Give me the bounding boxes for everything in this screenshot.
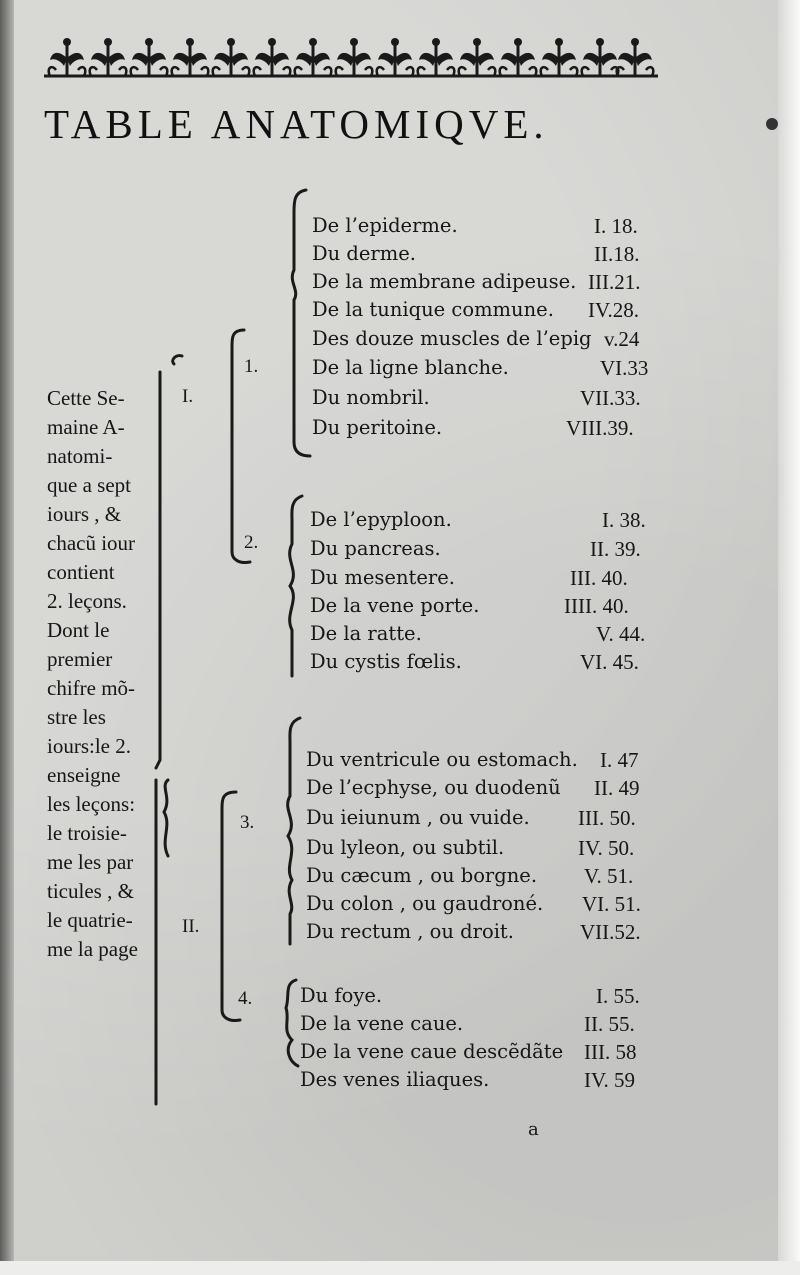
note-line: premier (47, 647, 113, 671)
entry-reference: VI. 51. (582, 892, 641, 916)
note-line: natomi- (47, 444, 113, 468)
entry-reference: III. 58 (584, 1040, 637, 1064)
note-line: le quatrie- (47, 908, 133, 932)
entry-reference: II. 55. (584, 1012, 635, 1036)
entry-reference: III. 40. (570, 566, 628, 590)
lesson-4-brace (286, 980, 298, 1066)
entry-reference: I. 38. (602, 508, 646, 532)
entry-title: Du cæcum , ou borgne. (306, 864, 538, 887)
entry-reference: I. 47 (600, 748, 639, 772)
entry-title: Des venes iliaques. (300, 1068, 490, 1091)
lesson-number: 4. (238, 988, 253, 1009)
entry-reference: VI. 45. (580, 650, 639, 674)
entry-reference: II. 49 (594, 776, 640, 800)
entry-title: Du colon , ou gaudroné. (306, 892, 544, 915)
entry-title: Du foye. (300, 984, 383, 1007)
lesson-number: 3. (240, 812, 255, 833)
entry-title: Du cystis fœlis. (310, 650, 462, 673)
entry-title: De la vene porte. (310, 594, 480, 617)
lesson-2-bracket (290, 496, 302, 676)
entry-title: Du mesentere. (310, 566, 455, 589)
entry-title: Du rectum , ou droit. (306, 920, 514, 943)
lesson-number: 2. (244, 532, 259, 553)
entry-title: De l’epyploon. (310, 508, 452, 531)
entry-reference: I. 18. (594, 214, 638, 238)
entry-reference: v.24 (604, 327, 640, 351)
entry-reference: III. 50. (578, 806, 636, 830)
entry-reference: II. 39. (590, 537, 641, 561)
entry-title: Des douze muscles de l’epig (312, 327, 592, 350)
page-title: TABLE ANATOMIQVE. (44, 101, 549, 147)
entry-title: De l’ecphyse, ou duodenũ (306, 776, 561, 799)
entry-title: Du ieiunum , ou vuide. (306, 806, 530, 829)
entry-reference: V. 44. (596, 622, 646, 646)
entry-title: De la vene caue descẽdãte (300, 1040, 564, 1063)
note-line: stre les (47, 705, 106, 729)
lesson-3-bracket (288, 718, 300, 944)
note-line: maine A- (47, 415, 125, 439)
note-line: me la page (47, 937, 138, 961)
entry-reference: IIII. 40. (564, 594, 629, 618)
entry-title: De la vene caue. (300, 1012, 464, 1035)
lesson-number: 1. (244, 356, 259, 377)
note-line: contient (47, 560, 115, 584)
entry-reference: VI.33 (600, 356, 649, 380)
entry-title: De la ligne blanche. (312, 356, 509, 379)
entry-title: De la ratte. (310, 622, 422, 645)
note-line: iours:le 2. (47, 734, 131, 758)
note-line: iours , & (47, 502, 122, 526)
note-brace (164, 780, 168, 856)
entry-reference: II.18. (594, 242, 640, 266)
entry-title: Du nombril. (312, 386, 430, 409)
note-line: chifre mõ- (47, 676, 136, 700)
note-line: Cette Se- (47, 386, 125, 410)
note-line: que a sept (47, 473, 131, 497)
signature-mark: a (528, 1119, 539, 1140)
day-numeral: I. (182, 386, 194, 407)
entry-reference: IV. 50. (578, 836, 635, 860)
entry-reference: I. 55. (596, 984, 640, 1008)
entry-title: De la membrane adipeuse. (312, 270, 577, 293)
entry-title: Du ventricule ou estomach. (306, 748, 578, 771)
entry-title: Du peritoine. (312, 416, 443, 439)
entry-title: De l’epiderme. (312, 214, 458, 237)
note-line: le troisie- (47, 821, 127, 845)
entry-reference: IV. 59 (584, 1068, 635, 1092)
entry-reference: VIII.39. (566, 416, 634, 440)
week-bracket (156, 356, 182, 1104)
note-line: me les par (47, 850, 134, 874)
entry-title: Du lyleon, ou subtil. (306, 836, 505, 859)
day-numeral: II. (182, 916, 200, 937)
entry-reference: VII.52. (580, 920, 641, 944)
note-line: ticules , & (47, 879, 134, 903)
note-line: les leçons: (47, 792, 136, 816)
entry-title: Du derme. (312, 242, 416, 265)
day-2-bracket (222, 792, 240, 1021)
entry-title: Du pancreas. (310, 537, 441, 560)
note-line: Dont le (47, 618, 110, 642)
entry-reference: III.21. (588, 270, 641, 294)
lesson-1-bracket (292, 190, 310, 456)
entry-reference: V. 51. (584, 864, 634, 888)
entry-title: De la tunique commune. (312, 298, 554, 321)
note-line: chacũ iour (47, 531, 136, 555)
entry-reference: VII.33. (580, 386, 641, 410)
note-line: 2. leçons. (47, 589, 127, 613)
entry-reference: IV.28. (588, 298, 639, 322)
note-line: enseigne (47, 763, 121, 787)
